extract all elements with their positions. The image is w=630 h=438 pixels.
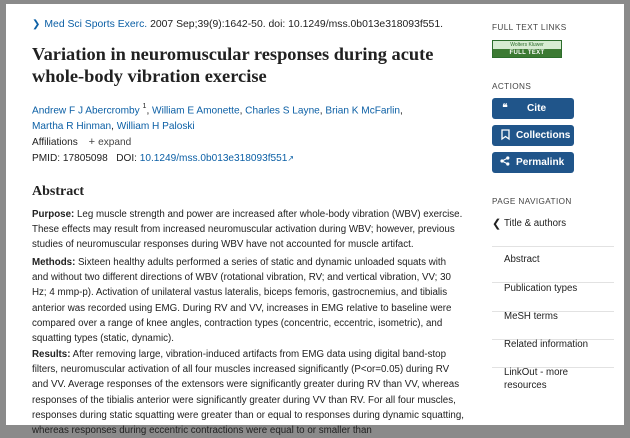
section-label: Methods: bbox=[32, 257, 76, 268]
page-navigation-label: PAGE NAVIGATION bbox=[492, 197, 572, 206]
citation-details: 2007 Sep;39(9):1642-50. doi: 10.1249/mss.0b013e318093f551. bbox=[150, 19, 443, 30]
author-link[interactable]: Martha R Hinman bbox=[32, 120, 112, 132]
author-link[interactable]: Charles S Layne bbox=[245, 105, 320, 117]
actions-label: ACTIONS bbox=[492, 82, 532, 91]
pmid-value: 17805098 bbox=[62, 153, 108, 164]
permalink-button[interactable] bbox=[492, 152, 574, 173]
abstract-heading: Abstract bbox=[32, 184, 85, 199]
identifiers-row bbox=[32, 153, 294, 164]
full-text-links-label: FULL TEXT LINKS bbox=[492, 23, 567, 32]
expand-label: expand bbox=[98, 137, 132, 148]
share-icon bbox=[497, 156, 513, 169]
nav-item-mesh-terms[interactable] bbox=[492, 311, 614, 340]
author-link[interactable]: Brian K McFarlin bbox=[325, 105, 401, 117]
author-link[interactable]: William H Paloski bbox=[116, 120, 195, 132]
browser-window bbox=[6, 4, 624, 437]
affiliation-number[interactable]: 1 bbox=[142, 103, 147, 110]
expand-affiliations-button[interactable] bbox=[89, 137, 132, 148]
abstract-results bbox=[32, 347, 464, 438]
nav-item-label: MeSH terms bbox=[504, 311, 558, 322]
doi-label: DOI: bbox=[116, 153, 137, 164]
nav-item-title-authors[interactable] bbox=[492, 218, 614, 247]
pmid-label: PMID: bbox=[32, 153, 61, 164]
badge-brand: Wolters Kluwer bbox=[493, 41, 561, 49]
cite-label: Cite bbox=[527, 103, 547, 114]
external-link-icon[interactable]: ↗ bbox=[287, 154, 295, 163]
nav-item-label: Publication types bbox=[504, 283, 578, 294]
section-text: Sixteen healthy adults performed a series of static and dynamic unloaded squats with and without two different directions of WBV (rotational vibration, RV; and vertical vibration, VV; 30 Hz; 4 mmp-p). Activation of unilateral vastus lateralis, biceps femoris, gastrocnemius, and tibialis anterior was recorded using EMG. During RV and VV, increases in EMG relative to baseline were compared over a range of knee angles, contraction types (concentric, eccentric, isometric), and squatting types (static, dynamic). bbox=[32, 257, 452, 345]
doi-link[interactable]: 10.1249/mss.0b013e318093f551 bbox=[139, 153, 288, 164]
nav-item-related-information[interactable] bbox=[492, 339, 614, 368]
abstract-purpose bbox=[32, 207, 464, 253]
nav-item-linkout[interactable] bbox=[492, 367, 614, 399]
affiliations-label: Affiliations bbox=[32, 137, 78, 148]
author-list: Andrew F J Abercromby $^1$, William E Amonette, Charles S Layne, Brian K McFarlin, Martha R Hinman, William H Paloski bbox=[32, 103, 403, 132]
journal-link[interactable]: Med Sci Sports Exerc. bbox=[44, 19, 148, 30]
collections-label: Collections bbox=[516, 130, 571, 141]
nav-item-label: Title & authors bbox=[504, 218, 567, 229]
quote-icon: ❝ bbox=[502, 103, 508, 114]
author-link[interactable]: Andrew F J Abercromby bbox=[32, 105, 140, 117]
citation-line bbox=[32, 19, 443, 30]
cite-button[interactable] bbox=[492, 98, 574, 119]
nav-item-label: Related information bbox=[504, 339, 589, 350]
bookmark-icon bbox=[497, 129, 513, 143]
nav-item-label: Abstract bbox=[504, 254, 540, 265]
abstract-methods bbox=[32, 255, 464, 346]
badge-full-text: FULL TEXT bbox=[493, 49, 561, 57]
affiliations-row bbox=[32, 136, 131, 148]
permalink-label: Permalink bbox=[516, 157, 565, 168]
section-label: Results: bbox=[32, 349, 71, 360]
section-text: Leg muscle strength and power are increased after whole-body vibration (WBV) exercise. These effects may result from increased neuromuscular activation during WBV; however, previous studies of neuromuscular responses during WBV have not accounted for muscle artifact. bbox=[32, 209, 463, 251]
collections-button[interactable] bbox=[492, 125, 574, 146]
full-text-badge[interactable] bbox=[492, 40, 562, 58]
nav-item-publication-types[interactable] bbox=[492, 283, 614, 312]
author-link[interactable]: William E Amonette bbox=[152, 105, 240, 117]
article-title: Variation in neuromuscular responses during acute whole-body vibration exercise bbox=[32, 44, 434, 86]
plus-icon: + bbox=[88, 136, 96, 148]
section-label: Purpose: bbox=[32, 209, 75, 220]
nav-item-abstract[interactable] bbox=[492, 254, 614, 283]
chevron-right-icon: ❯ bbox=[32, 19, 41, 30]
chevron-left-icon: ❮ bbox=[492, 218, 502, 230]
nav-item-label: LinkOut - more resources bbox=[504, 367, 569, 391]
section-text: After removing large, vibration-induced artifacts from EMG data using digital band-stop filters, neuromuscular activation of all four muscles increased significantly (P<or=0.05) during RV and VV. Average responses of the extensors were significantly greater during RV than VV, whereas responses of the tibialis anterior were significantly greater during VV than RV. For all four muscles, responses during static squatting were greater than or equal to responses during dynamic squatting, whereas responses during eccentric contractions were equal to or smaller than bbox=[32, 349, 464, 437]
